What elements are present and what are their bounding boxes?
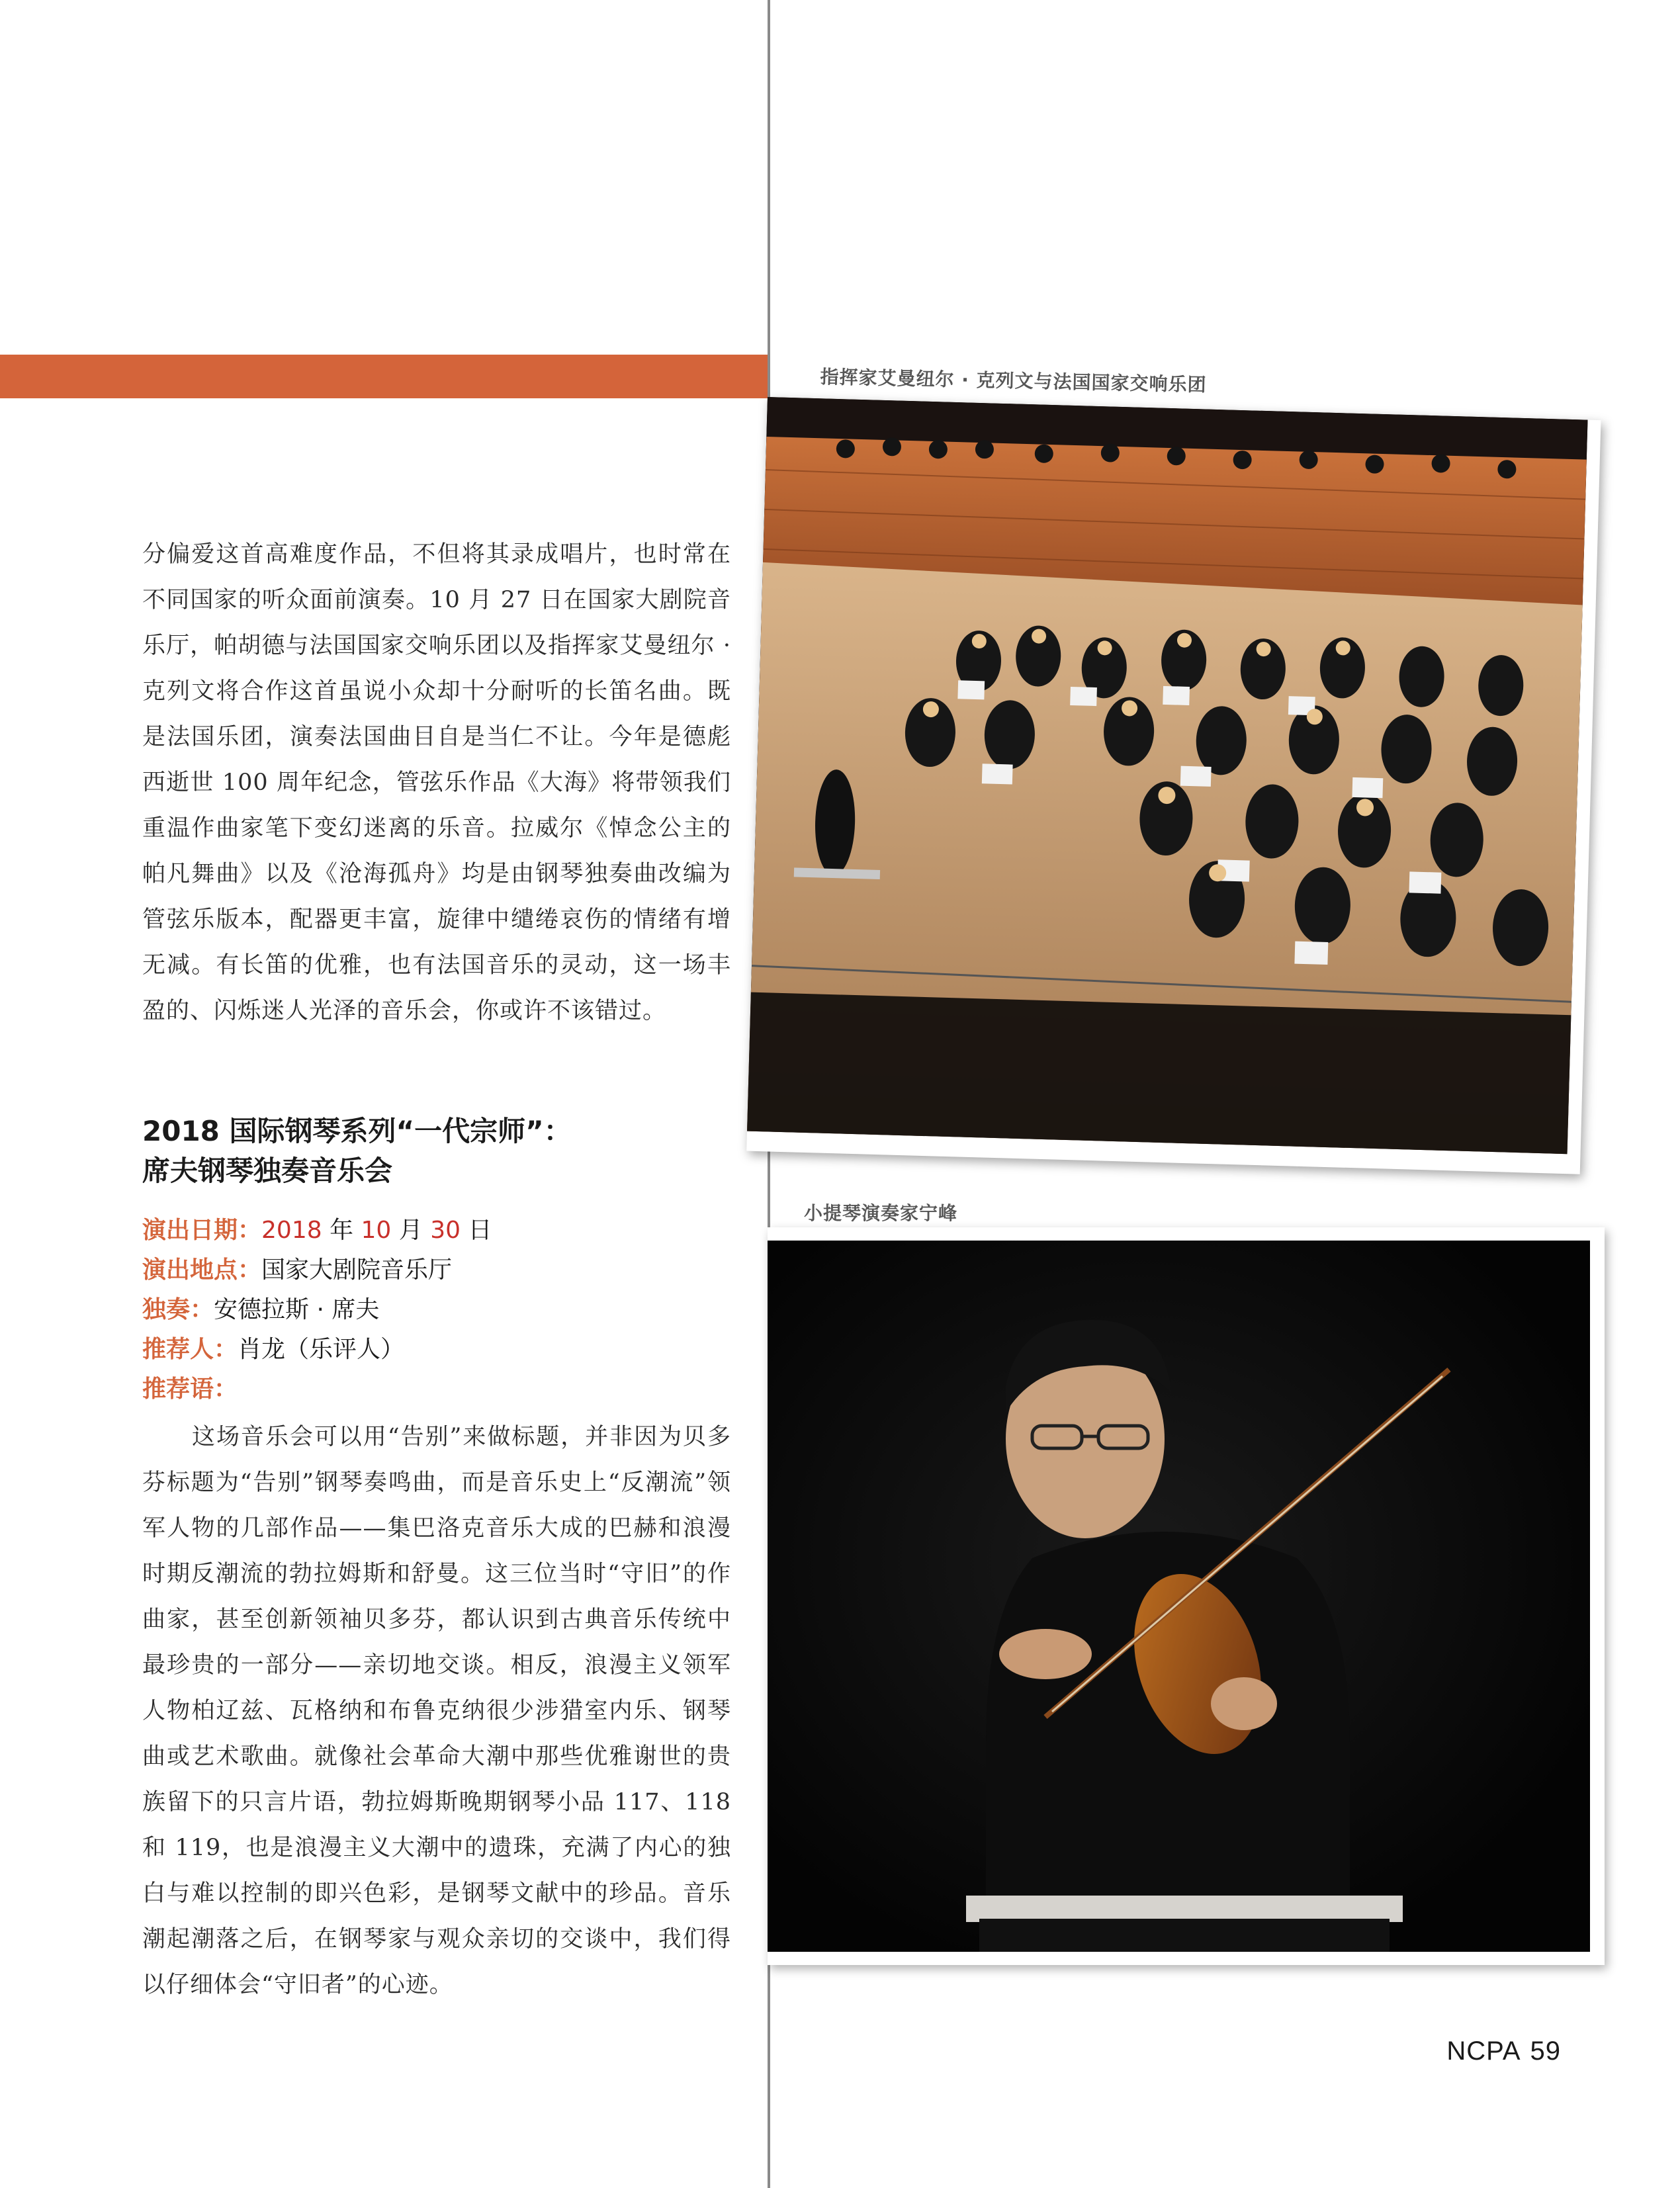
- page-folio: [1437, 2036, 1561, 2066]
- info-soloist-row: [142, 1290, 738, 1330]
- info-recommendation-row: [142, 1370, 738, 1409]
- concert-title-line1: 2018 国际钢琴系列“一代宗师”：: [142, 1115, 572, 1147]
- info-soloist-label: 独奏：: [142, 1296, 214, 1323]
- info-date-row: [142, 1211, 738, 1250]
- info-recommender-row: [142, 1330, 738, 1370]
- info-recommendation-label: 推荐语：: [142, 1376, 238, 1403]
- orchestra-photo-caption: 指挥家艾曼纽尔 · 克列文与法国国家交响乐团: [820, 365, 1207, 396]
- info-venue-row: [142, 1250, 738, 1290]
- violinist-photo-frame: [768, 1227, 1605, 1965]
- violinist-photo: [768, 1241, 1590, 1952]
- info-venue-label: 演出地点：: [142, 1256, 262, 1284]
- article-paragraph-recommendation: 这场音乐会可以用“告别”来做标题，并非因为贝多芬标题为“告别”钢琴奏鸣曲，而是音乐史上“反潮流”领军人物的几部作品——集巴洛克音乐大成的巴赫和浪漫时期反潮流的勃拉姆斯和舒曼。这三位当时“守旧”的作曲家，甚至创新领袖贝多芬，都认识到古典音乐传统中最珍贵的一部分——亲切地交谈。相反，浪漫主义领军人物柏辽兹、瓦格纳和布鲁克纳很少涉猎室内乐、钢琴曲或艺术歌曲。就像社会革命大潮中那些优雅谢世的贵族留下的只言片语，勃拉姆斯晚期钢琴小品 117、118 和 119，也是浪漫主义大潮中的遗珠，充满了内心的独白与难以控制的即兴色彩，是钢琴文献中的珍品。音乐潮起潮落之后，在钢琴家与观众亲切的交谈中，我们得以仔细体会“守旧者”的心迹。: [142, 1424, 731, 1998]
- page-number: 59: [1530, 2036, 1561, 2066]
- concert-title: [142, 1112, 738, 1191]
- info-date-month: 10: [361, 1217, 392, 1244]
- info-date-day: 30: [430, 1217, 461, 1244]
- orchestra-photo-frame: [746, 397, 1601, 1174]
- info-venue: 国家大剧院音乐厅: [261, 1256, 453, 1284]
- info-date-month-unit: 月: [391, 1217, 431, 1244]
- orchestra-photo: [747, 397, 1588, 1154]
- info-date-year: 2018: [261, 1217, 322, 1244]
- article-paragraph-intro: 分偏爱这首高难度作品，不但将其录成唱片，也时常在不同国家的听众面前演奏。10 月 27 日在国家大剧院音乐厅，帕胡德与法国国家交响乐团以及指挥家艾曼纽尔 · 克列文将合作这首虽说小众却十分耐听的长笛名曲。既是法国乐团，演奏法国曲目自是当仁不让。今年是德彪西逝世 100 周年纪念，管弦乐作品《大海》将带领我们重温作曲家笔下变幻迷离的乐音。拉威尔《悼念公主的帕凡舞曲》以及《沧海孤舟》均是由钢琴独奏曲改编为管弦乐版本，配器更丰富，旋律中缱绻哀伤的情绪有增无减。有长笛的优雅，也有法国音乐的灵动，这一场丰盈的、闪烁迷人光泽的音乐会，你或许不该错过。: [142, 541, 731, 1024]
- accent-bar: [0, 355, 768, 398]
- magazine-name: NCPA: [1446, 2036, 1521, 2066]
- violinist-photo-caption: 小提琴演奏家宁峰: [804, 1202, 958, 1224]
- concert-title-line2: 席夫钢琴独奏音乐会: [142, 1155, 393, 1187]
- concert-info: [142, 1211, 738, 1409]
- info-recommender: 肖龙（乐评人）: [238, 1336, 405, 1363]
- info-date-label: 演出日期：: [142, 1217, 262, 1244]
- info-soloist: 安德拉斯 · 席夫: [214, 1296, 380, 1323]
- info-date-day-unit: 日: [461, 1217, 492, 1244]
- info-recommender-label: 推荐人：: [142, 1336, 238, 1363]
- info-date-year-unit: 年: [322, 1217, 361, 1244]
